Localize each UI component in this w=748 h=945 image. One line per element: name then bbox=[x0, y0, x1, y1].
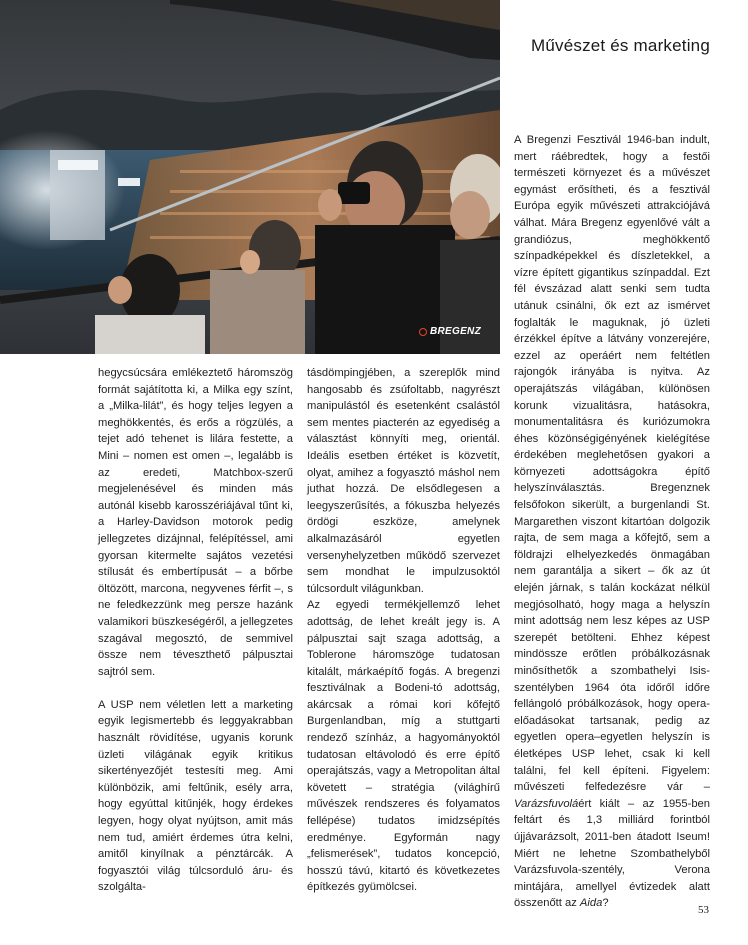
photo-caption bbox=[419, 326, 481, 337]
column-3-text-a: A Bregenzi Fesztivál 1946-ban indult, mert ráébredtek, hogy a festői természeti környezet és a művészet egymást erősítheti, és a fesztivál Európa egyik művészeti attrakciójává válhat. Mára Bregenz egyenlővé vált a grandiózus, meghökkentő színpadképekkel és díszletekkel, a vízre épített gigantikus színpaddal. Ezt fél évszázad alatt senki sem tudta utánuk csinálni, ők ezt az ismérvet foglalták le maguknak, jó üzleti érzékkel építve a látvány vonzerejére, ezzel az operáért nem feltétlen rajongók irányába is nyitva. Az operajátszás világában, különösen korunk vizualitásra, hatásokra, monumentalitásra és kuriózumokra éhes közönségigényének kielégítése érdekében meglehetősen gyakori a környezeti adottságokra építő helyszínválasztás. Bregenznek felsőfokon sikerült, a burgenlandi St. Margarethen viszont kitartóan dolgozik rajta, de sem maga a kőfejtő, sem a földrajzi elhelyezkedés önmagában nem garantálja a sikert – ők az út elején járnak, s talán kockázat nélkül megjósolható, hogy maga a helyszín mint adottság nem lesz képes az USP szerepét betölteni. Ehhez képest mindössze erőtlen próbálkozásnak minősíthetők a szombathelyi Isis-szentélyben 1964 óta időről időre fellángoló próbálkozások, hogy opera-előadásokat tartsanak, pedig az egyetlen opera–egyetlen helyszín is életképes USP lehet, csak ki kell találni, fel kell építeni. Figyelem: művészeti felfedezésre vár – bbox=[514, 134, 710, 794]
column-1-paragraph-2: A USP nem véletlen lett a marketing egyik legismertebb és leggyakrabban használt rövidítése, ugyanis korunk üzleti világának egyik kritikus sikertényezőjét testesíti meg. Ami különbözik, ami feltűnik, esély arra, hogy egyúttal kitűnjék, hogy érdekes legyen, hogy olyat nyújtson, amit más nem tud, amiért érdemes útra kelni, amitől kinyílnak a pénztárcák. A fogyasztói világ túlcsorduló áru- és szolgálta- bbox=[98, 698, 293, 894]
column-3-text-b: ért kiált – az 1955-ben feltárt és 1,3 milliárd forintból újjávarázsolt, 2011-ben átadott Iseum! Miért ne lehetne Szombathelyből Varázsfuvola-szentély, Verona mintájára, amellyel évtizedek alatt összenőtt az bbox=[514, 797, 710, 910]
photo-caption-text: BREGENZ bbox=[430, 326, 481, 337]
column-1-paragraph-1: hegycsúcsára emlékeztető háromszög formát sajátította ki, a Milka egy színt, a „Milka-lilát”, és hogy teljes legyen a meghökkentés, és erős a rögzülés, a tejet adó tehenet is lilára festette, a Mini – nomen est omen –, legalább is az eredeti, Matchbox-szerű megjelenésével és minden más autónál kisebb karosszériájával tűnt ki, a Harley-Davidson motorok pedig jellegzetes dizájnnal, felépítéssel, ami gyorsan kitermelte sajátos vezetési stílusát és embertípusát – a bőrbe öltözött, marcona, negyvenes férfit –, s ne feledkezzünk meg persze hazánk valamikori büszkeségéről, a jellegzetes szagával megosztó, de semmivel össze nem téveszthető pálpusztai sajtról sem. bbox=[98, 367, 293, 678]
text-column-3 bbox=[514, 132, 710, 912]
column-2-paragraph-1: tásdömpingjében, a szereplők mind hangosabb és zsúfoltabb, nagyrészt manipulástól és esetenként csalástól sem mentes piacterén az egyediség a választást könnyíti meg, orientál. Ideális esetben értéket is közvetít, olyat, amihez a fogyasztó máshol nem juthat hozzá. De elsődlegesen a leegyszerűsítés, a fókuszba helyezés ördögi eszköze, amelynek alkalmazásáról egyetlen versenyhelyzetben működő szervezet sem mondhat le impulzusoktól túlcsordult világunkban. bbox=[307, 367, 500, 595]
column-2-paragraph-2: Az egyedi termékjellemző lehet adottság, de lehet kreált jegy is. A pálpusztai sajt szaga adottság, a Toblerone háromszöge tudatosan kitalált, márkaépítő fogás. A bregenzi fesztiválnak a Bodeni-tó adottság, akárcsak a római kori kőfejtő Burgenlandban, míg a stuttgarti rendező színház, a hagyományoktól tudatosan eltávolodó és erre építő operajátszás, vagy a Metropolitan által követett – stratégia (világhírű művészek rendszeres és folyamatos fellépése) tudatos imidzsépítés eredménye. Egyformán nagy „felismerések”, tudatos koncepció, hosszú távú, kitartó és következetes építkezés gyümölcsei. bbox=[307, 599, 500, 894]
caption-bullet-icon bbox=[419, 328, 427, 336]
column-3-italic-varazsfuvola: Varázsfuvolá bbox=[514, 797, 579, 810]
audience-photo-illustration bbox=[0, 0, 500, 354]
text-column-1 bbox=[98, 365, 293, 896]
column-3-paragraph-1 bbox=[514, 132, 710, 912]
page-number: 53 bbox=[698, 904, 709, 916]
column-3-italic-aida: Aida bbox=[579, 897, 603, 910]
text-column-2 bbox=[307, 365, 500, 896]
column-3-text-end: ? bbox=[602, 897, 609, 910]
hero-photo bbox=[0, 0, 500, 354]
section-title: Művészet és marketing bbox=[531, 36, 710, 55]
